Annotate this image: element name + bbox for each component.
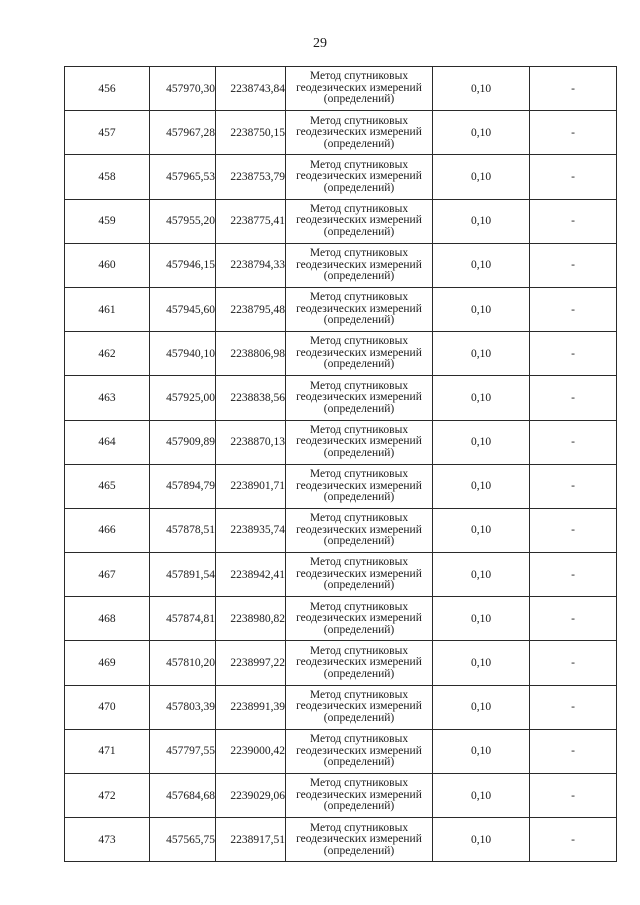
method-cell: [286, 287, 433, 331]
table-row: [65, 597, 617, 641]
point-number-cell: 465: [65, 464, 150, 508]
point-number-cell: 470: [65, 685, 150, 729]
method-text-line: Метод спутниковых: [309, 202, 409, 215]
method-cell: [286, 376, 433, 420]
y-coordinate-cell: 2238806,98: [216, 332, 286, 376]
method-text-line: Метод спутниковых: [309, 70, 409, 83]
table-body: [65, 67, 617, 862]
method-text-line: геодезических измерений: [296, 479, 422, 492]
table-row: [65, 67, 617, 111]
method-text-line: (определений): [323, 800, 395, 813]
method-text-line: Метод спутниковых: [309, 821, 409, 834]
x-coordinate-cell: 457965,53: [150, 155, 216, 199]
point-number-cell: 469: [65, 641, 150, 685]
method-text-line: геодезических измерений: [296, 346, 422, 359]
note-cell: -: [530, 774, 617, 818]
x-coordinate-cell: 457878,51: [150, 508, 216, 552]
accuracy-cell: 0,10: [433, 641, 530, 685]
method-text-line: геодезических измерений: [296, 258, 422, 271]
y-coordinate-cell: 2238997,22: [216, 641, 286, 685]
x-coordinate-cell: 457967,28: [150, 111, 216, 155]
point-number-cell: 461: [65, 287, 150, 331]
method-text-line: Метод спутниковых: [309, 733, 409, 746]
y-coordinate-cell: 2238901,71: [216, 464, 286, 508]
point-number-cell: 464: [65, 420, 150, 464]
x-coordinate-cell: 457891,54: [150, 553, 216, 597]
x-coordinate-cell: 457803,39: [150, 685, 216, 729]
note-cell: -: [530, 641, 617, 685]
accuracy-cell: 0,10: [433, 111, 530, 155]
y-coordinate-cell: 2238794,33: [216, 243, 286, 287]
method-text-line: (определений): [323, 491, 395, 504]
method-text-line: геодезических измерений: [296, 833, 422, 846]
method-cell: [286, 111, 433, 155]
table-row: [65, 376, 617, 420]
method-text-line: (определений): [323, 667, 395, 680]
accuracy-cell: 0,10: [433, 464, 530, 508]
method-text-line: геодезических измерений: [296, 788, 422, 801]
accuracy-cell: 0,10: [433, 774, 530, 818]
point-number-cell: 462: [65, 332, 150, 376]
method-text-line: геодезических измерений: [296, 744, 422, 757]
x-coordinate-cell: 457874,81: [150, 597, 216, 641]
method-text-line: геодезических измерений: [296, 126, 422, 139]
accuracy-cell: 0,10: [433, 199, 530, 243]
note-cell: -: [530, 155, 617, 199]
method-text-line: (определений): [323, 225, 395, 238]
note-cell: -: [530, 685, 617, 729]
method-cell: [286, 818, 433, 862]
accuracy-cell: 0,10: [433, 155, 530, 199]
accuracy-cell: 0,10: [433, 67, 530, 111]
x-coordinate-cell: 457955,20: [150, 199, 216, 243]
note-cell: -: [530, 464, 617, 508]
method-text-line: (определений): [323, 756, 395, 769]
note-cell: -: [530, 111, 617, 155]
note-cell: -: [530, 508, 617, 552]
point-number-cell: 473: [65, 818, 150, 862]
table-row: [65, 508, 617, 552]
method-text-line: Метод спутниковых: [309, 291, 409, 304]
method-text-line: Метод спутниковых: [309, 335, 409, 348]
x-coordinate-cell: 457909,89: [150, 420, 216, 464]
point-number-cell: 471: [65, 729, 150, 773]
method-text-line: геодезических измерений: [296, 656, 422, 669]
y-coordinate-cell: 2238917,51: [216, 818, 286, 862]
method-text-line: геодезических измерений: [296, 302, 422, 315]
method-text-line: геодезических измерений: [296, 523, 422, 536]
method-text-line: (определений): [323, 314, 395, 327]
method-text-line: (определений): [323, 402, 395, 415]
method-cell: [286, 67, 433, 111]
note-cell: -: [530, 67, 617, 111]
x-coordinate-cell: 457940,10: [150, 332, 216, 376]
method-cell: [286, 508, 433, 552]
x-coordinate-cell: 457684,68: [150, 774, 216, 818]
method-cell: [286, 729, 433, 773]
method-text-line: Метод спутниковых: [309, 600, 409, 613]
point-number-cell: 459: [65, 199, 150, 243]
table-row: [65, 243, 617, 287]
table-row: [65, 685, 617, 729]
x-coordinate-cell: 457945,60: [150, 287, 216, 331]
table-row: [65, 729, 617, 773]
accuracy-cell: 0,10: [433, 376, 530, 420]
y-coordinate-cell: 2238795,48: [216, 287, 286, 331]
method-text-line: Метод спутниковых: [309, 644, 409, 657]
method-text-line: (определений): [323, 844, 395, 857]
method-cell: [286, 420, 433, 464]
method-text-line: (определений): [323, 358, 395, 371]
method-text-line: Метод спутниковых: [309, 512, 409, 525]
method-text-line: геодезических измерений: [296, 214, 422, 227]
method-text-line: геодезических измерений: [296, 81, 422, 94]
method-text-line: Метод спутниковых: [309, 556, 409, 569]
method-text-line: Метод спутниковых: [309, 468, 409, 481]
note-cell: -: [530, 420, 617, 464]
accuracy-cell: 0,10: [433, 685, 530, 729]
accuracy-cell: 0,10: [433, 508, 530, 552]
y-coordinate-cell: 2238775,41: [216, 199, 286, 243]
note-cell: -: [530, 243, 617, 287]
method-cell: [286, 199, 433, 243]
point-number-cell: 468: [65, 597, 150, 641]
method-cell: [286, 774, 433, 818]
note-cell: -: [530, 199, 617, 243]
table-row: [65, 199, 617, 243]
method-cell: [286, 641, 433, 685]
page-number: 29: [313, 36, 327, 51]
method-text-line: (определений): [323, 93, 395, 106]
method-text-line: (определений): [323, 535, 395, 548]
point-number-cell: 472: [65, 774, 150, 818]
y-coordinate-cell: 2238743,84: [216, 67, 286, 111]
accuracy-cell: 0,10: [433, 420, 530, 464]
table-row: [65, 774, 617, 818]
method-text-line: Метод спутниковых: [309, 423, 409, 436]
method-text-line: (определений): [323, 137, 395, 150]
point-number-cell: 466: [65, 508, 150, 552]
accuracy-cell: 0,10: [433, 729, 530, 773]
method-text-line: Метод спутниковых: [309, 247, 409, 260]
y-coordinate-cell: 2238935,74: [216, 508, 286, 552]
table-row: [65, 155, 617, 199]
method-text-line: (определений): [323, 181, 395, 194]
x-coordinate-cell: 457925,00: [150, 376, 216, 420]
point-number-cell: 463: [65, 376, 150, 420]
point-number-cell: 460: [65, 243, 150, 287]
method-text-line: (определений): [323, 579, 395, 592]
accuracy-cell: 0,10: [433, 818, 530, 862]
coordinates-table: [64, 66, 617, 862]
method-cell: [286, 464, 433, 508]
method-text-line: Метод спутниковых: [309, 688, 409, 701]
y-coordinate-cell: 2238870,13: [216, 420, 286, 464]
x-coordinate-cell: 457565,75: [150, 818, 216, 862]
table-row: [65, 111, 617, 155]
note-cell: -: [530, 287, 617, 331]
point-number-cell: 456: [65, 67, 150, 111]
accuracy-cell: 0,10: [433, 287, 530, 331]
method-text-line: Метод спутниковых: [309, 379, 409, 392]
accuracy-cell: 0,10: [433, 243, 530, 287]
method-text-line: геодезических измерений: [296, 435, 422, 448]
note-cell: -: [530, 553, 617, 597]
table-row: [65, 464, 617, 508]
table-row: [65, 287, 617, 331]
point-number-cell: 467: [65, 553, 150, 597]
method-cell: [286, 155, 433, 199]
method-text-line: Метод спутниковых: [309, 114, 409, 127]
method-text-line: (определений): [323, 711, 395, 724]
method-text-line: геодезических измерений: [296, 391, 422, 404]
method-text-line: Метод спутниковых: [309, 777, 409, 790]
method-text-line: (определений): [323, 446, 395, 459]
note-cell: -: [530, 818, 617, 862]
table-row: [65, 332, 617, 376]
accuracy-cell: 0,10: [433, 597, 530, 641]
y-coordinate-cell: 2238838,56: [216, 376, 286, 420]
table-row: [65, 818, 617, 862]
accuracy-cell: 0,10: [433, 332, 530, 376]
method-cell: [286, 597, 433, 641]
method-text-line: (определений): [323, 270, 395, 283]
y-coordinate-cell: 2238980,82: [216, 597, 286, 641]
x-coordinate-cell: 457810,20: [150, 641, 216, 685]
x-coordinate-cell: 457894,79: [150, 464, 216, 508]
point-number-cell: 458: [65, 155, 150, 199]
method-cell: [286, 243, 433, 287]
x-coordinate-cell: 457970,30: [150, 67, 216, 111]
note-cell: -: [530, 376, 617, 420]
method-text-line: геодезических измерений: [296, 612, 422, 625]
accuracy-cell: 0,10: [433, 553, 530, 597]
y-coordinate-cell: 2239029,06: [216, 774, 286, 818]
method-text-line: геодезических измерений: [296, 700, 422, 713]
method-cell: [286, 685, 433, 729]
y-coordinate-cell: 2238991,39: [216, 685, 286, 729]
method-text-line: (определений): [323, 623, 395, 636]
note-cell: -: [530, 332, 617, 376]
x-coordinate-cell: 457946,15: [150, 243, 216, 287]
y-coordinate-cell: 2238753,79: [216, 155, 286, 199]
note-cell: -: [530, 597, 617, 641]
note-cell: -: [530, 729, 617, 773]
method-cell: [286, 332, 433, 376]
method-text-line: геодезических измерений: [296, 567, 422, 580]
table-row: [65, 420, 617, 464]
y-coordinate-cell: 2238942,41: [216, 553, 286, 597]
method-text-line: Метод спутниковых: [309, 158, 409, 171]
y-coordinate-cell: 2239000,42: [216, 729, 286, 773]
method-cell: [286, 553, 433, 597]
point-number-cell: 457: [65, 111, 150, 155]
table-row: [65, 553, 617, 597]
y-coordinate-cell: 2238750,15: [216, 111, 286, 155]
table-row: [65, 641, 617, 685]
method-text-line: геодезических измерений: [296, 170, 422, 183]
x-coordinate-cell: 457797,55: [150, 729, 216, 773]
